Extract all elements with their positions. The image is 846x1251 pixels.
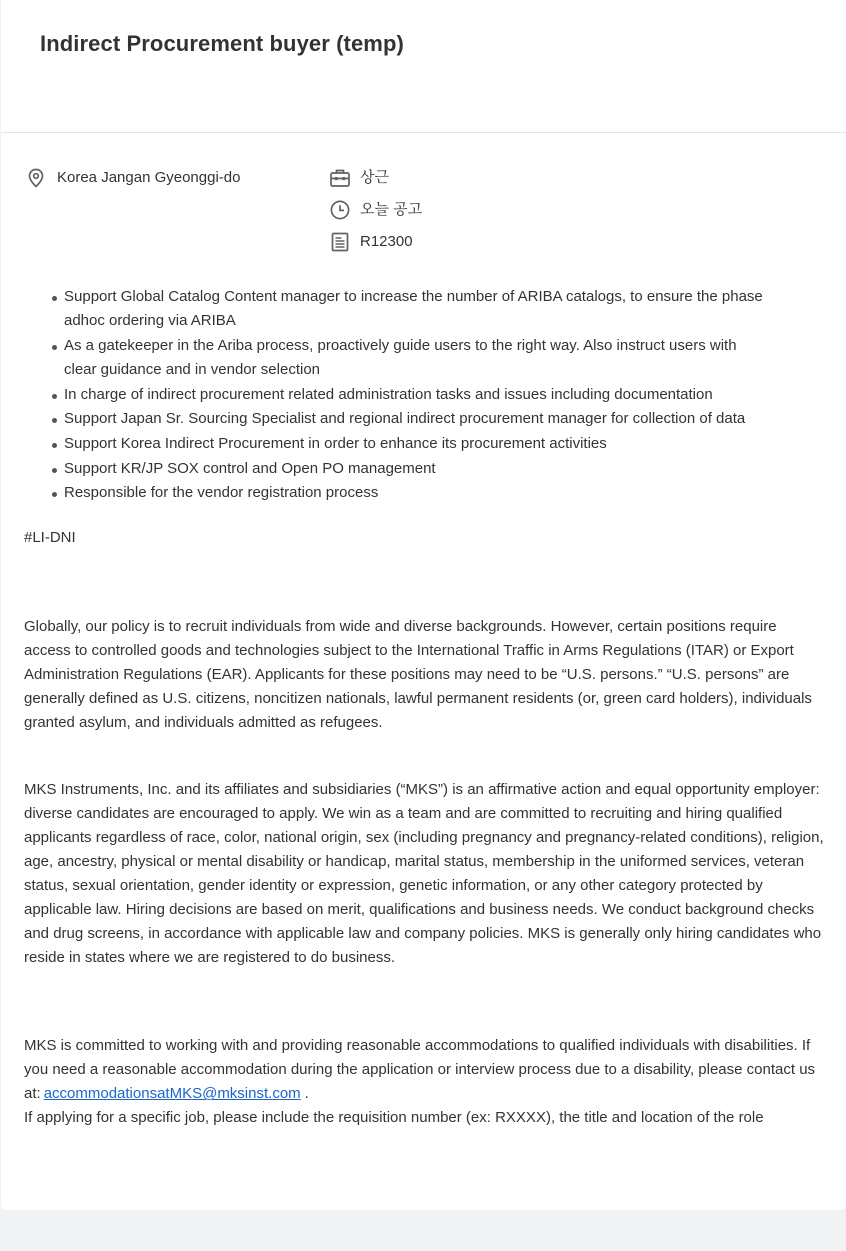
hashtag: #LI-DNI — [24, 529, 76, 547]
list-item: Support KR/JP SOX control and Open PO management — [48, 457, 768, 481]
location-pin-icon — [25, 167, 47, 189]
job-header — [1, 0, 846, 133]
job-location-text: Korea Jangan Gyeonggi-do — [57, 169, 241, 186]
clock-icon — [329, 199, 351, 221]
list-item: Support Korea Indirect Procurement in order to enhance its procurement activities — [48, 432, 768, 456]
list-item: Support Global Catalog Content manager to increase the number of ARIBA catalogs, to ensure the phase adhoc ordering via ARIBA — [48, 285, 768, 334]
list-item: Support Japan Sr. Sourcing Specialist and regional indirect procurement manager for collection of data — [48, 407, 768, 431]
export-policy-paragraph: Globally, our policy is to recruit individuals from wide and diverse backgrounds. However, certain positions require access to controlled goods and technologies subject to the International Traffic in Arms Regulations (ITAR) or Export Administration Regulations (EAR). Applicants for these positions may need to be “U.S. persons.” “U.S. persons” are generally defined as U.S. citizens, noncitizen nationals, lawful permanent residents (or, green card holders), individuals granted asylum, and individuals admitted as refugees. — [24, 618, 812, 732]
job-requisition-text: R12300 — [360, 233, 413, 250]
job-time-type-text: 상근 — [360, 169, 389, 186]
job-location — [25, 167, 240, 189]
accommodation-period: . — [304, 1085, 309, 1103]
list-item: As a gatekeeper in the Ariba process, proactively guide users to the right way. Also instruct users with clear guidance and in vendor selection — [48, 334, 768, 383]
requisition-note: If applying for a specific job, please include the requisition number (ex: RXXXX), the title and location of the role — [24, 1109, 764, 1127]
briefcase-icon — [329, 167, 351, 189]
job-time-type — [329, 167, 389, 189]
job-posting-card — [1, 0, 846, 1210]
accommodation-text: MKS is committed to working with and providing reasonable accommodations to qualified individuals with disabilities. If you need a reasonable accommodation during the application or interview process due to a disability, please contact us at: — [24, 1037, 816, 1103]
job-description — [1, 285, 846, 1130]
accommodation-email-link[interactable]: accommodationsatMKS@mksinst.com — [43, 1085, 301, 1103]
job-requisition — [329, 231, 413, 253]
duties-list — [48, 285, 768, 505]
list-item: Responsible for the vendor registration process — [48, 481, 768, 505]
list-item: In charge of indirect procurement related administration tasks and issues including documentation — [48, 383, 768, 407]
job-meta — [1, 133, 846, 260]
job-posted — [329, 199, 422, 221]
job-title: Indirect Procurement buyer (temp) — [40, 31, 404, 56]
job-posted-text: 오늘 공고 — [360, 201, 423, 218]
eeo-paragraph: MKS Instruments, Inc. and its affiliates and subsidiaries (“MKS”) is an affirmative action and equal opportunity employer: diverse candidates are encouraged to apply. We win as a team and are committed to recruiting and hiring qualified applicants regardless of race, color, national origin, sex (including pregnancy and pregnancy-related conditions), religion, age, ancestry, physical or mental disability or handicap, marital status, membership in the uniformed services, veteran status, sexual orientation, gender identity or expression, genetic information, or any other category protected by applicable law. Hiring decisions are based on merit, qualifications and business needs. We conduct background checks and drug screens, in accordance with applicable law and company policies. MKS is generally only hiring candidates who reside in states where we are registered to do business. — [24, 781, 824, 967]
document-icon — [329, 231, 351, 253]
accommodation-paragraph — [24, 1034, 824, 1106]
